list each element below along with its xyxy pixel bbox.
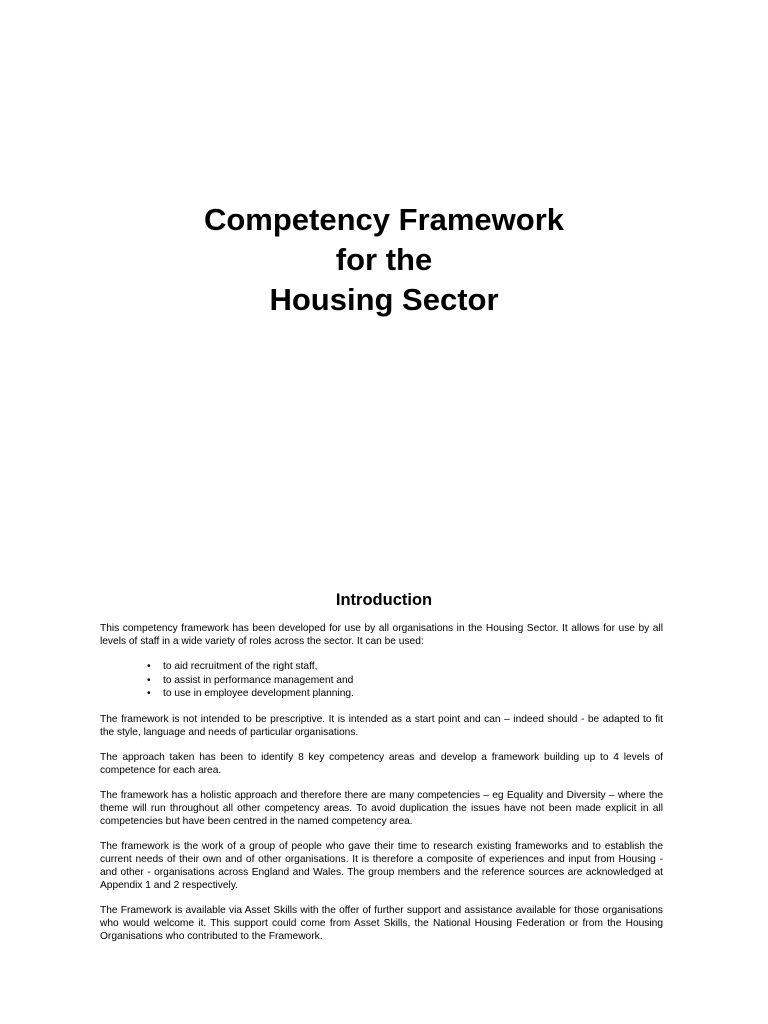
document-body <box>100 622 663 955</box>
bullet-icon: • <box>147 674 151 686</box>
bullet-list <box>100 660 663 701</box>
section-heading: Introduction <box>335 591 433 609</box>
body-paragraph: The approach taken has been to identify 8 key competency areas and develop a framework building up to 4 levels of competence for each area. <box>100 751 663 776</box>
body-paragraph: The framework is the work of a group of people who gave their time to research existing frameworks and to establish the current needs of their own and of other organisations. It is therefore a composite of experiences and input from Housing - and other - organisations across England and Wales. The group members and the reference sources are acknowledged at Appendix 1 and 2 respectively. <box>100 840 663 891</box>
intro-paragraph: This competency framework has been developed for use by all organisations in the Housing Sector. It allows for use by all levels of staff in a wide variety of roles across the sector. It can be used: <box>100 623 663 647</box>
bullet-text: to assist in performance management and <box>163 674 354 686</box>
bullet-text: to aid recruitment of the right staff, <box>163 661 318 672</box>
bullet-icon: • <box>147 661 151 672</box>
body-paragraph: The Framework is available via Asset Skills with the offer of further support and assistance available for those organisations who would welcome it. This support could come from Asset Skills, the National Housing Federation or from the Housing Organisations who contributed to the Framework. <box>100 904 663 942</box>
body-paragraph: The framework has a holistic approach and therefore there are many competencies – eg Equality and Diversity – where the theme will run throughout all other competency areas. To avoid duplication the issues have not been made explicit in all competencies but have been centred in the named competency area. <box>100 789 663 827</box>
title-line: Competency Framework <box>203 202 565 237</box>
bullet-text: to use in employee development planning. <box>163 688 354 699</box>
bullet-icon: • <box>147 688 151 699</box>
body-paragraph: The framework is not intended to be prescriptive. It is intended as a start point and can – indeed should - be adapted to fit the style, language and needs of particular organisations. <box>100 713 663 738</box>
title-line: for the <box>335 242 433 277</box>
bullet-item <box>100 687 663 701</box>
title-line: Housing Sector <box>269 282 499 317</box>
bullet-item <box>100 660 663 674</box>
bullet-item <box>100 674 663 688</box>
document-title <box>0 200 768 320</box>
